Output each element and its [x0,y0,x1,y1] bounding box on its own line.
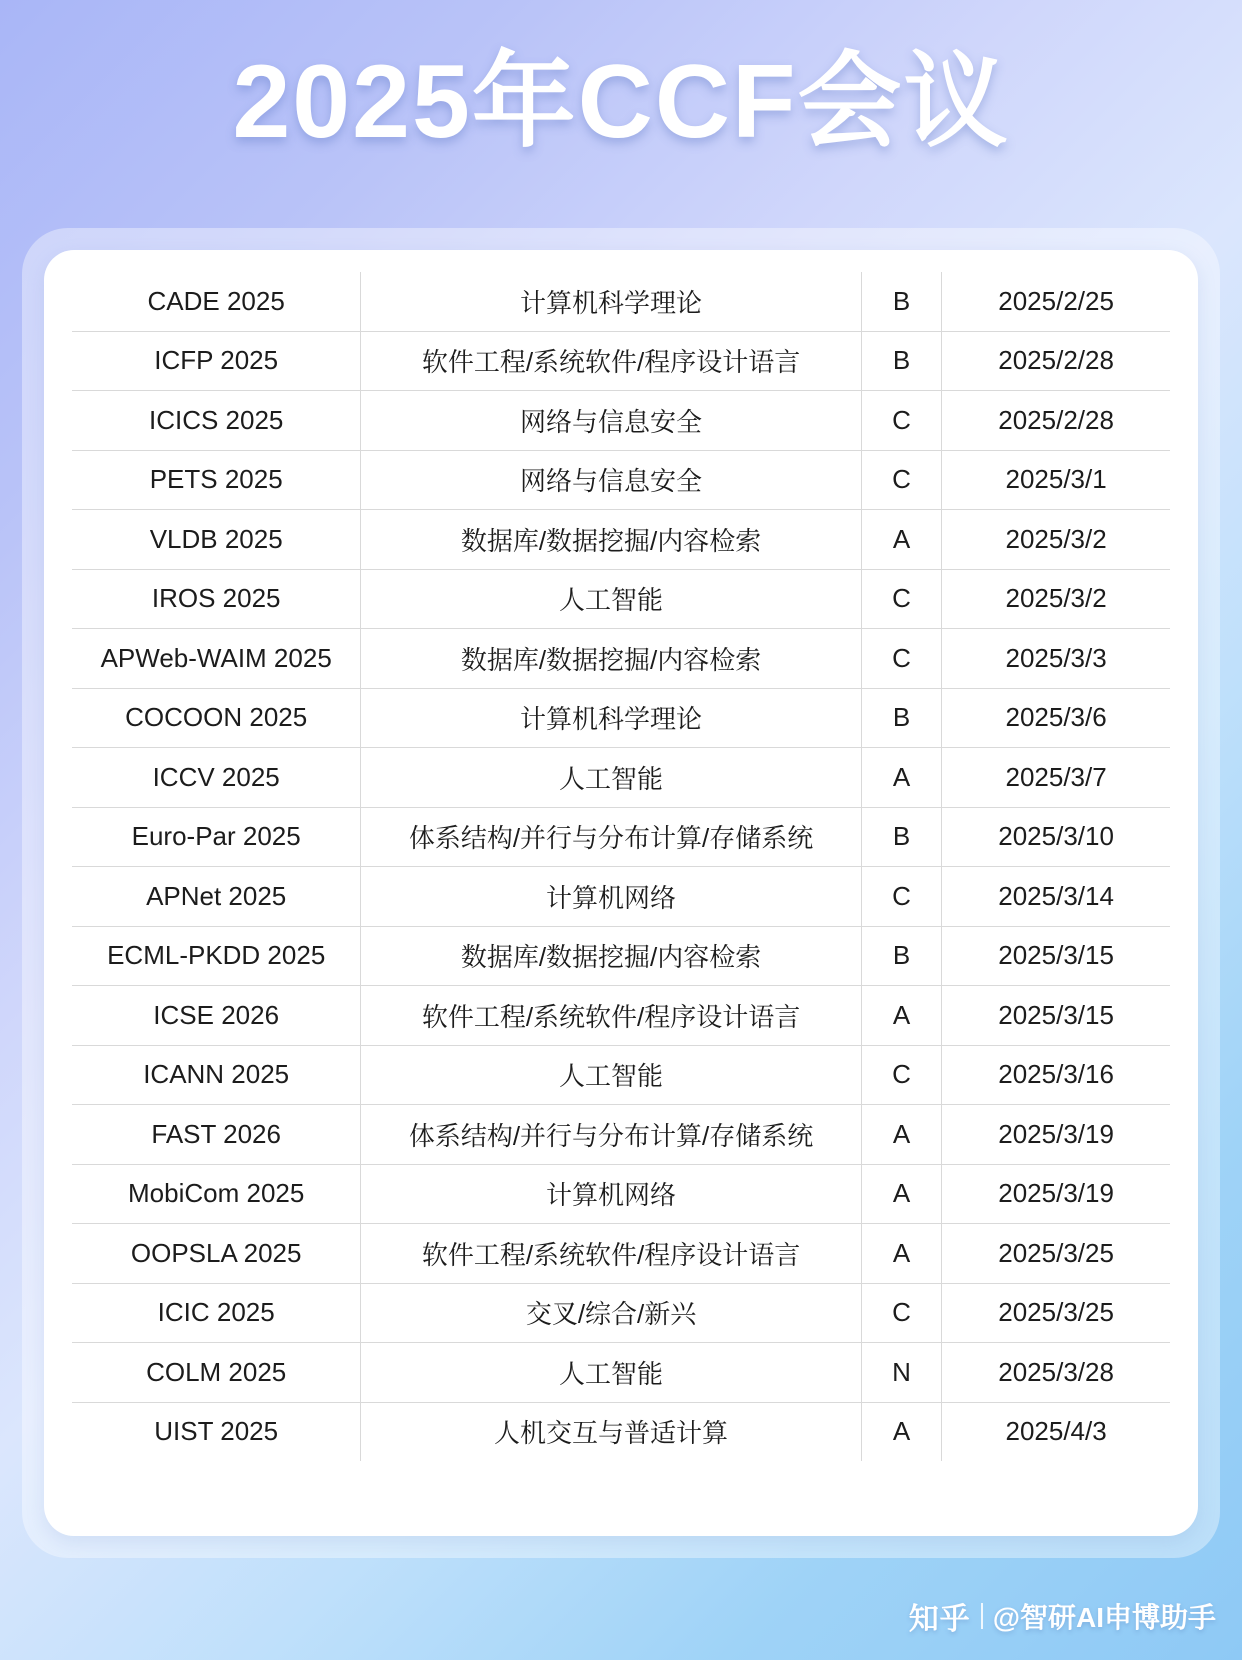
conference-rank: B [861,807,941,867]
conference-deadline: 2025/3/2 [942,510,1170,570]
conference-name: Euro-Par 2025 [72,807,361,867]
conference-name: ICANN 2025 [72,1045,361,1105]
conference-rank: B [861,331,941,391]
conference-table-body [72,272,1170,1461]
table-row [72,926,1170,986]
conference-deadline: 2025/3/25 [942,1224,1170,1284]
footer-author: @智研AI申博助手 [992,1602,1216,1633]
table-row [72,510,1170,570]
conference-name: COCOON 2025 [72,688,361,748]
conference-deadline: 2025/3/16 [942,1045,1170,1105]
conference-name: APNet 2025 [72,867,361,927]
table-row [72,1283,1170,1343]
table-row [72,748,1170,808]
zhihu-logo: 知乎 [908,1603,971,1636]
conference-name: ECML-PKDD 2025 [72,926,361,986]
conference-field: 软件工程/系统软件/程序设计语言 [361,331,861,391]
conference-rank: B [861,926,941,986]
conference-field: 人工智能 [361,748,861,808]
conference-deadline: 2025/2/25 [942,272,1170,331]
conference-field: 软件工程/系统软件/程序设计语言 [361,1224,861,1284]
conference-field: 计算机网络 [361,1164,861,1224]
conference-name: APWeb-WAIM 2025 [72,629,361,689]
table-row [72,1402,1170,1461]
conference-name: UIST 2025 [72,1402,361,1461]
footer-watermark [909,1594,1216,1638]
conference-deadline: 2025/3/10 [942,807,1170,867]
table-row [72,450,1170,510]
conference-rank: A [861,748,941,808]
conference-field: 网络与信息安全 [361,450,861,510]
conference-name: ICICS 2025 [72,391,361,451]
conference-deadline: 2025/3/19 [942,1105,1170,1165]
conference-name: VLDB 2025 [72,510,361,570]
conference-rank: C [861,867,941,927]
conference-deadline: 2025/3/3 [942,629,1170,689]
conference-rank: B [861,688,941,748]
conference-field: 人工智能 [361,569,861,629]
conference-field: 交叉/综合/新兴 [361,1283,861,1343]
conference-field: 数据库/数据挖掘/内容检索 [361,510,861,570]
conference-rank: C [861,569,941,629]
conference-deadline: 2025/2/28 [942,331,1170,391]
conference-name: CADE 2025 [72,272,361,331]
conference-field: 体系结构/并行与分布计算/存储系统 [361,807,861,867]
conference-table [72,272,1170,1461]
conference-deadline: 2025/3/15 [942,926,1170,986]
table-row [72,986,1170,1046]
footer-divider [981,1603,983,1629]
conference-name: COLM 2025 [72,1343,361,1403]
conference-name: OOPSLA 2025 [72,1224,361,1284]
conference-deadline: 2025/3/14 [942,867,1170,927]
conference-deadline: 2025/3/1 [942,450,1170,510]
conference-field: 人机交互与普适计算 [361,1402,861,1461]
table-card [44,250,1198,1536]
conference-field: 软件工程/系统软件/程序设计语言 [361,986,861,1046]
table-row [72,569,1170,629]
table-row [72,331,1170,391]
table-row [72,1343,1170,1403]
conference-name: MobiCom 2025 [72,1164,361,1224]
conference-rank: B [861,272,941,331]
table-row [72,688,1170,748]
conference-name: FAST 2026 [72,1105,361,1165]
conference-deadline: 2025/3/6 [942,688,1170,748]
conference-rank: A [861,1224,941,1284]
conference-deadline: 2025/4/3 [1005,1416,1107,1447]
conference-field: 人工智能 [361,1343,861,1403]
table-row [72,1045,1170,1105]
conference-field: 人工智能 [361,1045,861,1105]
conference-field: 计算机科学理论 [361,688,861,748]
conference-rank: C [861,391,941,451]
table-row [72,1224,1170,1284]
conference-deadline: 2025/3/28 [942,1343,1170,1403]
table-row [72,391,1170,451]
conference-name: PETS 2025 [72,450,361,510]
table-row [72,629,1170,689]
conference-rank: C [861,629,941,689]
conference-name: ICIC 2025 [72,1283,361,1343]
conference-rank: A [861,1105,941,1165]
table-row [72,1164,1170,1224]
conference-deadline: 2025/3/15 [942,986,1170,1046]
conference-rank: A [861,1164,941,1224]
conference-field: 数据库/数据挖掘/内容检索 [361,629,861,689]
conference-field: 数据库/数据挖掘/内容检索 [361,926,861,986]
conference-field: 体系结构/并行与分布计算/存储系统 [361,1105,861,1165]
table-row [72,1105,1170,1165]
conference-name: ICCV 2025 [72,748,361,808]
table-card-frame [22,228,1220,1558]
conference-deadline: 2025/3/7 [942,748,1170,808]
table-row [72,807,1170,867]
conference-field: 计算机科学理论 [361,272,861,331]
conference-rank: A [861,986,941,1046]
conference-name: IROS 2025 [72,569,361,629]
conference-deadline: 2025/3/19 [942,1164,1170,1224]
conference-deadline: 2025/3/25 [942,1283,1170,1343]
conference-field: 计算机网络 [361,867,861,927]
conference-rank: N [861,1343,941,1403]
conference-name: ICFP 2025 [72,331,361,391]
conference-rank: C [861,450,941,510]
table-row [72,272,1170,331]
table-row [72,867,1170,927]
conference-name: ICSE 2026 [72,986,361,1046]
conference-rank: C [861,1045,941,1105]
conference-rank: A [861,1402,941,1461]
conference-deadline: 2025/3/2 [942,569,1170,629]
page-title: 2025年CCF会议 [232,44,1010,160]
conference-rank: C [861,1283,941,1343]
conference-deadline: 2025/2/28 [942,391,1170,451]
conference-field: 网络与信息安全 [361,391,861,451]
conference-rank: A [861,510,941,570]
